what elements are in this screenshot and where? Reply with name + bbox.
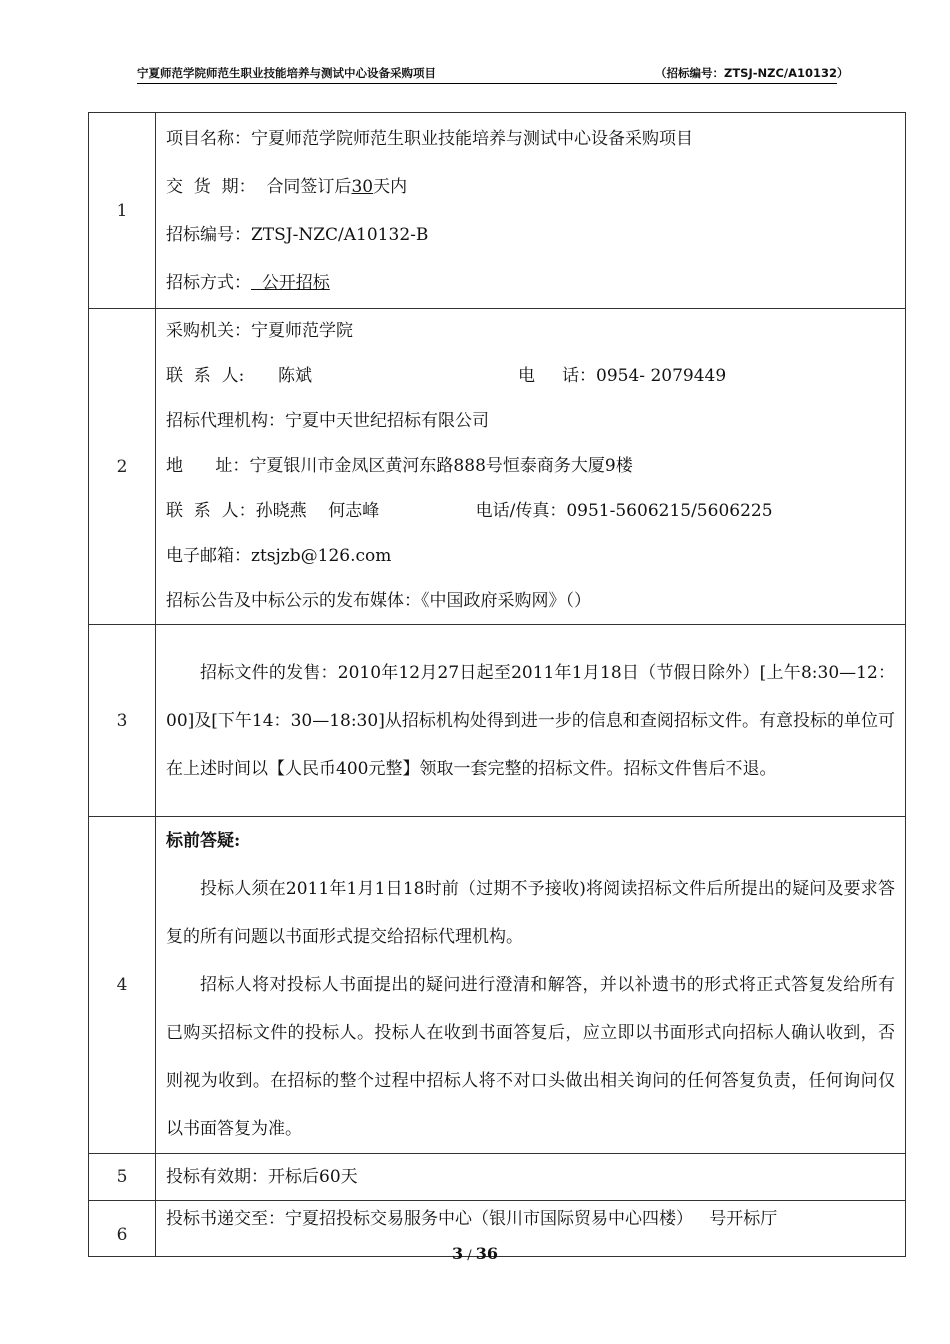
row-content bbox=[156, 113, 906, 309]
bid-number-line: 招标编号：ZTSJ-NZC/A10132-B bbox=[166, 224, 429, 245]
sale-paragraph: 招标文件的发售：2010年12月27日起至2011年1月18日（节假日除外）[上午8:30—12：00]及[下午14：30—18:30]从招标机构处得到进一步的信息和查阅招标文件。有意投标的单位可在上述时间以【人民币400元整】领取一套完整的招标文件。招标文件售后不退。 bbox=[166, 662, 895, 779]
purchaser-line: 采购机关：宁夏师范学院 bbox=[166, 321, 353, 341]
bid-method-line: 招标方式： 公开招标 bbox=[166, 272, 330, 293]
row-content bbox=[156, 625, 906, 817]
table-row bbox=[89, 309, 906, 625]
table-row bbox=[89, 1154, 906, 1201]
media-line: 招标公告及中标公示的发布媒体：《中国政府采购网》（） bbox=[166, 591, 591, 611]
page-total: 36 bbox=[475, 1244, 499, 1263]
row-number: 6 bbox=[89, 1201, 156, 1257]
row-number: 2 bbox=[89, 309, 156, 625]
header-bid-number: （招标编号：ZTSJ-NZC/A10132） bbox=[655, 66, 849, 80]
row-number: 5 bbox=[89, 1154, 156, 1201]
contact-line: 联 系 人: 陈斌 电 话：0954- 2079449 bbox=[166, 366, 727, 386]
row-number: 1 bbox=[89, 113, 156, 309]
row-content bbox=[156, 309, 906, 625]
qa-paragraph-1: 投标人须在2011年1月1日18时前（过期不予接收)将阅读招标文件后所提出的疑问及要求答复的所有问题以书面形式提交给招标代理机构。 bbox=[166, 879, 895, 947]
page-footer bbox=[0, 1244, 950, 1263]
row-number: 4 bbox=[89, 817, 156, 1154]
table-row bbox=[89, 817, 906, 1154]
row-number: 3 bbox=[89, 625, 156, 817]
qa-title: 标前答疑: bbox=[166, 831, 241, 851]
email-line: 电子邮箱：ztsjzb@126.com bbox=[166, 546, 392, 566]
qa-paragraph-2: 招标人将对投标人书面提出的疑问进行澄清和解答，并以补遗书的形式将正式答复发给所有已购买招标文件的投标人。投标人在收到书面答复后，应立即以书面形式向招标人确认收到，否则视为收到。在招标的整个过程中招标人将不对口头做出相关询问的任何答复负责，任何询问仅以书面答复为准。 bbox=[166, 975, 895, 1139]
table-row bbox=[89, 113, 906, 309]
agency-line: 招标代理机构：宁夏中天世纪招标有限公司 bbox=[166, 411, 489, 431]
submission-line: 投标书递交至：宁夏招投标交易服务中心（银川市国际贸易中心四楼） 号开标厅 bbox=[166, 1209, 778, 1229]
address-line: 地 址：宁夏银川市金凤区黄河东路888号恒泰商务大厦9楼 bbox=[166, 456, 633, 476]
page-number: 3 bbox=[451, 1244, 464, 1263]
validity-line: 投标有效期：开标后60天 bbox=[166, 1167, 358, 1187]
delivery-line: 交 货 期： 合同签订后30天内 bbox=[166, 176, 408, 197]
agency-contact-line: 联 系 人：孙晓燕 何志峰 电话/传真：0951-5606215/5606225 bbox=[166, 501, 773, 521]
header-title: 宁夏师范学院师范生职业技能培养与测试中心设备采购项目 bbox=[137, 66, 436, 80]
project-name-line: 项目名称：宁夏师范学院师范生职业技能培养与测试中心设备采购项目 bbox=[166, 128, 693, 149]
row-content bbox=[156, 817, 906, 1154]
header-rule bbox=[137, 83, 837, 84]
bid-info-table bbox=[88, 112, 906, 1257]
row-content bbox=[156, 1154, 906, 1201]
page-separator: / bbox=[463, 1248, 476, 1263]
table-row bbox=[89, 625, 906, 817]
